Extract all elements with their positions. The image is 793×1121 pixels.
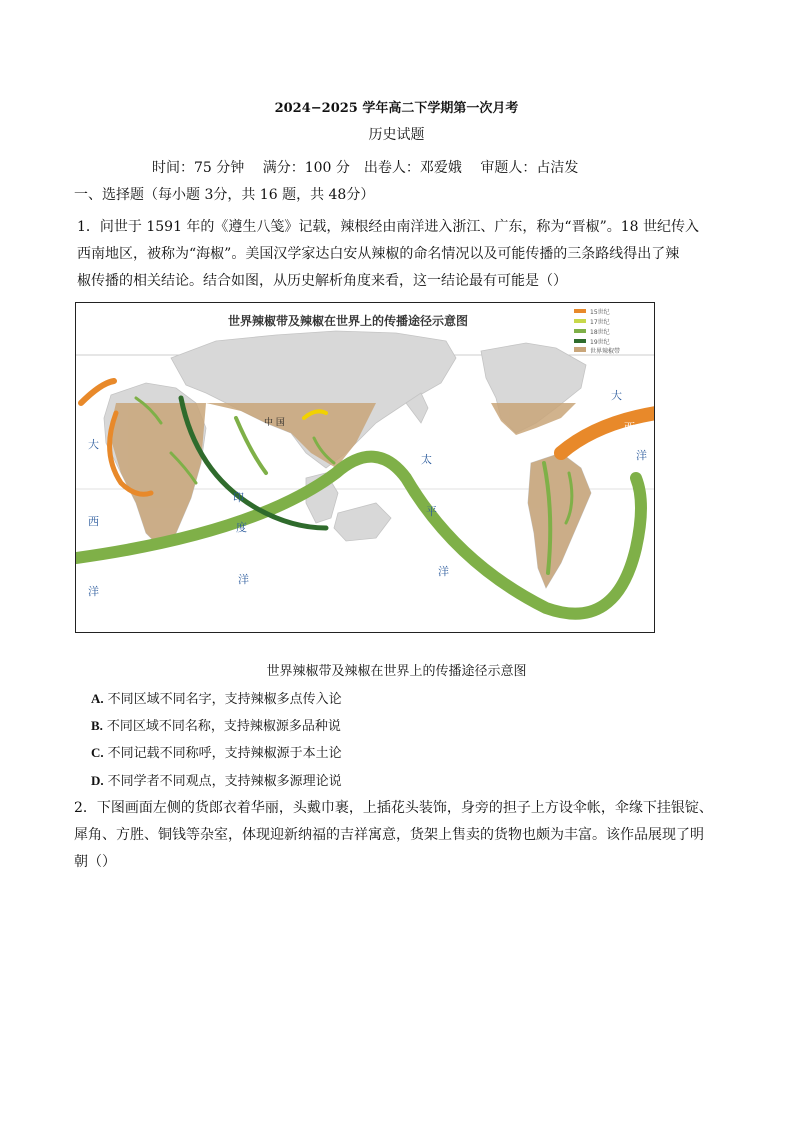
question-2-line-1: 2．下图画面左侧的货郎衣着华丽，头戴巾裹，上插花头装饰，身旁的担子上方设伞帐，伞缘下挂银锭、 — [74, 800, 713, 816]
world-map-image — [76, 303, 655, 633]
option-c[interactable] — [91, 742, 342, 761]
label-atlantic-right-3: 洋 — [636, 449, 647, 462]
option-d-text: 不同学者不同观点，支持辣椒多源理论说 — [107, 774, 342, 789]
legend-swatch-belt — [574, 347, 586, 352]
option-c-text: 不同记载不同称呼，支持辣椒源于本土论 — [107, 746, 342, 761]
legend-swatch-15c — [574, 309, 586, 313]
map-title-box — [228, 313, 468, 328]
question-1-line-1: 1．问世于 1591 年的《遵生八笺》记载，辣根经由南洋进入浙江、广东，称为“晋椒”。18 世纪传入 — [77, 219, 700, 235]
question-1-line-3: 椒传播的相关结论。结合如图，从历史解析角度来看，这一结论最有可能是（） — [77, 273, 567, 289]
legend-label-18c: 18世纪 — [590, 329, 610, 336]
label-indian-3: 洋 — [238, 573, 249, 586]
exam-info: 时间：75 分钟 满分：100 分 出卷人：邓爱娥 审题人：占洁发 — [152, 160, 579, 176]
legend-label-17c: 17世纪 — [590, 319, 610, 326]
section-heading: 一、选择题（每小题 3分，共 16 题，共 48分） — [74, 187, 375, 203]
option-a-text: 不同区域不同名字，支持辣椒多点传入论 — [107, 692, 342, 707]
option-d-letter: D. — [91, 773, 104, 788]
label-atlantic-3: 洋 — [88, 585, 99, 598]
label-pacific-2: 平 — [426, 505, 437, 518]
option-d[interactable] — [91, 770, 342, 789]
legend-label-belt: 世界辣椒带 — [590, 348, 621, 355]
figure-caption: 世界辣椒带及辣椒在世界上的传播途径示意图 — [266, 664, 527, 679]
option-a[interactable] — [91, 688, 342, 707]
label-indian-1: 印 — [233, 491, 244, 504]
option-b-letter: B. — [91, 718, 103, 733]
label-indian-2: 度 — [236, 521, 247, 534]
question-2-line-3: 朝（） — [74, 854, 116, 870]
map-title-text: 世界辣椒带及辣椒在世界上的传播途径示意图 — [228, 314, 469, 328]
label-atlantic-1: 大 — [88, 438, 99, 451]
pepper-spread-map — [75, 302, 655, 633]
option-c-letter: C. — [91, 745, 104, 760]
exam-subject: 历史试题 — [368, 127, 425, 143]
label-atlantic-right-2: 西 — [624, 421, 635, 434]
option-b-text: 不同区域不同名称，支持辣椒源多品种说 — [106, 719, 341, 734]
label-atlantic-2: 西 — [88, 515, 99, 528]
exam-title: 2024−2025 学年高二下学期第一次月考 — [274, 101, 519, 116]
option-a-letter: A. — [91, 691, 104, 706]
label-atlantic-right-1: 大 — [611, 389, 622, 402]
label-pacific-3: 洋 — [438, 565, 449, 578]
question-2-line-2: 犀角、方胜、铜钱等杂室，体现迎新纳福的吉祥寓意，货架上售卖的货物也颇为丰富。该作品展现了明 — [74, 827, 704, 843]
legend-swatch-19c — [574, 339, 586, 343]
legend-label-19c: 19世纪 — [590, 339, 610, 346]
legend-swatch-18c — [574, 329, 586, 333]
legend-swatch-17c — [574, 319, 586, 323]
label-china: 中 国 — [264, 418, 285, 428]
option-b[interactable] — [91, 715, 341, 734]
legend-label-15c: 15世纪 — [590, 309, 610, 316]
label-pacific-1: 太 — [421, 453, 432, 466]
question-1-line-2: 西南地区，被称为“海椒”。美国汉学家达白安从辣椒的命名情况以及可能传播的三条路线得出了辣 — [77, 246, 680, 262]
